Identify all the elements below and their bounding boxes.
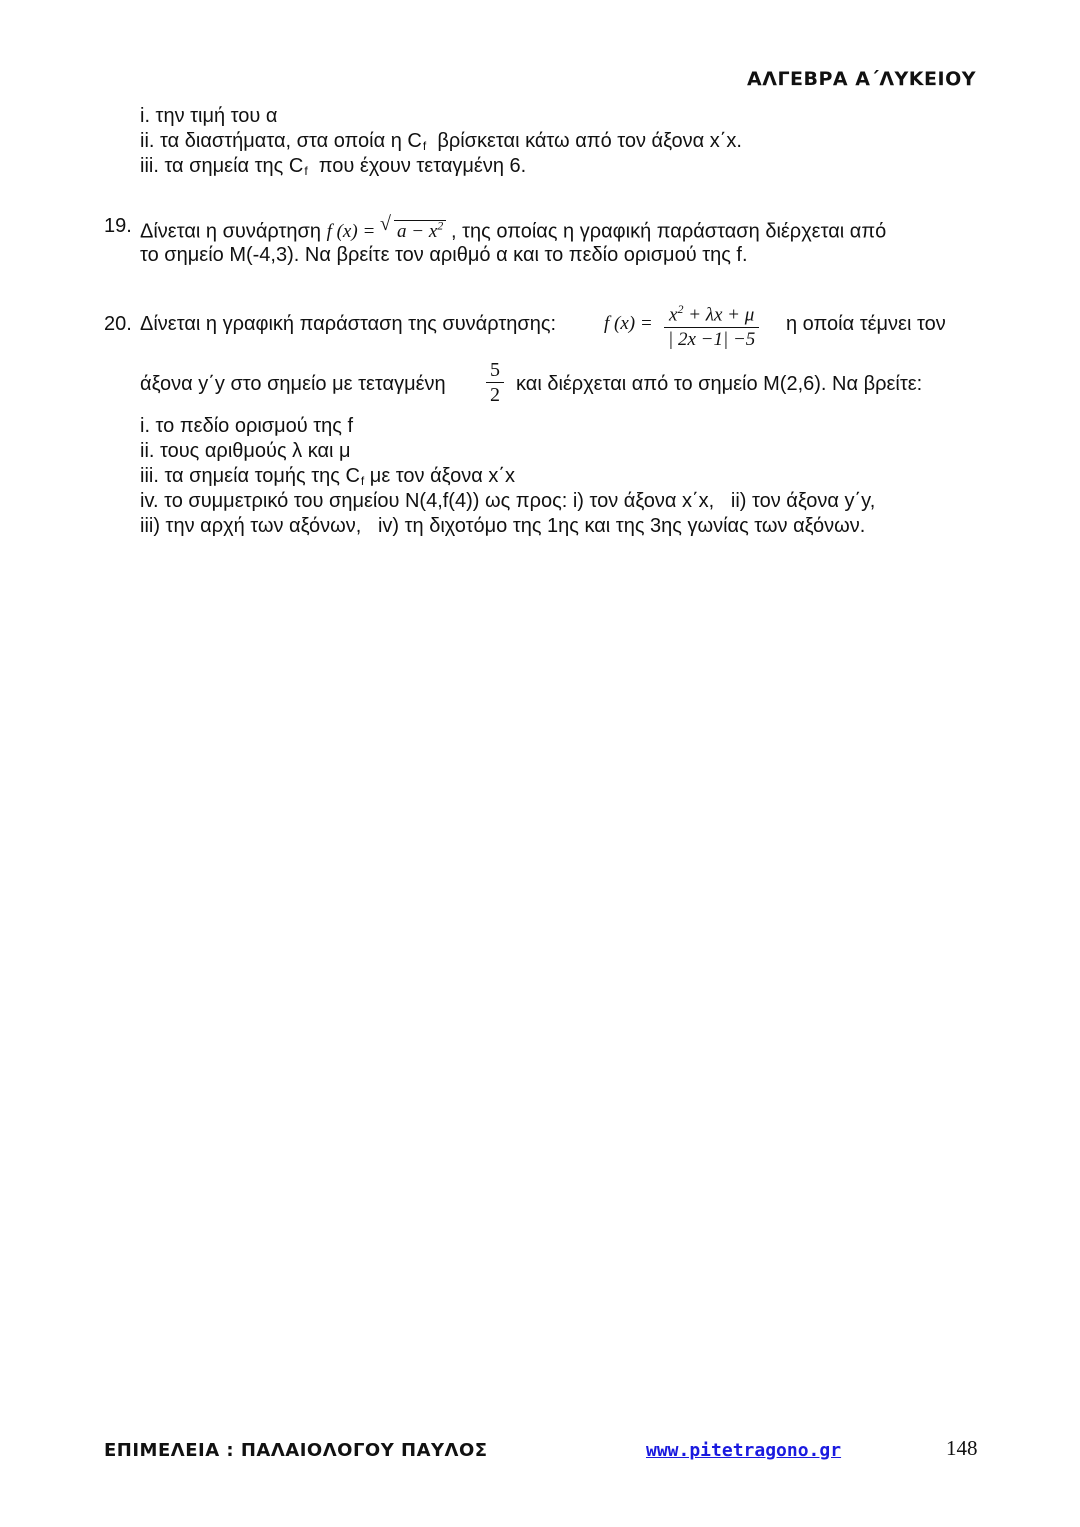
q19-formula: f (x) = √ $a - x^2$	[327, 221, 451, 242]
q20-item-i: i. το πεδίο ορισμού της f	[140, 415, 354, 437]
q20-formula-lhs: f (x) =	[604, 313, 653, 334]
q20-item-ii: ii. τους αριθμούς λ και μ	[140, 440, 351, 462]
page-number: 148	[946, 1436, 978, 1460]
q19-line-1: Δίνεται η συνάρτηση f (x) = √ $a - x^2$ , της οποίας η γραφική παράσταση διέρχεται από	[140, 214, 886, 244]
q20-fraction-five-halves: $\frac{5}{2}$	[486, 358, 504, 407]
q19-number: 19.	[104, 215, 132, 237]
q20-item-iv-line-2: iii) την αρχή των αξόνων, iv) τη διχοτόμο της 1ης και της 3ης γωνίας των αξόνων.	[140, 515, 866, 537]
footer-author: ΕΠΙΜΕΛΕΙΑ : ΠΑΛΑΙΟΛΟΓΟΥ ΠΑΥΛΟΣ	[104, 1440, 488, 1461]
q18-item-i: i. την τιμή του α	[140, 105, 278, 127]
footer-website-link[interactable]: www.pitetragono.gr	[646, 1440, 842, 1461]
q20-line-1-end: η οποία τέμνει τον	[786, 313, 946, 335]
q20-line-2-end: και διέρχεται από το σημείο Μ(2,6). Να βρείτε:	[516, 373, 923, 395]
q20-item-iv-line-1: iv. το συμμετρικό του σημείου Ν(4,f(4)) ως προς: i) τον άξονα x΄x, ii) τον άξονα y΄y,	[140, 490, 876, 512]
q18-item-ii: ii. τα διαστήματα, στα οποία η $C_f$ βρίσκεται κάτω από τον άξονα x΄x.	[140, 130, 742, 153]
q19-line-2: το σημείο Μ(-4,3). Να βρείτε τον αριθμό α και το πεδίο ορισμού της f.	[140, 244, 748, 266]
q20-formula-fraction: $\frac{x^2 + \lambda x + \mu}{| 2x -1| -5}$	[664, 297, 759, 352]
q20-number: 20.	[104, 313, 132, 335]
q18-item-iii: iii. τα σημεία της $C_f$ που έχουν τεταγμένη 6.	[140, 155, 527, 178]
page-header-title: ΑΛΓΕΒΡΑ Α΄ΛΥΚΕΙΟΥ	[747, 68, 976, 90]
q20-line-1: Δίνεται η γραφική παράσταση της συνάρτησης:	[140, 313, 557, 335]
q20-line-2-start: άξονα y΄y στο σημείο με τεταγμένη	[140, 373, 446, 395]
q20-item-iii: iii. τα σημεία τομής της $C_f$ με τον άξονα x΄x	[140, 465, 515, 488]
